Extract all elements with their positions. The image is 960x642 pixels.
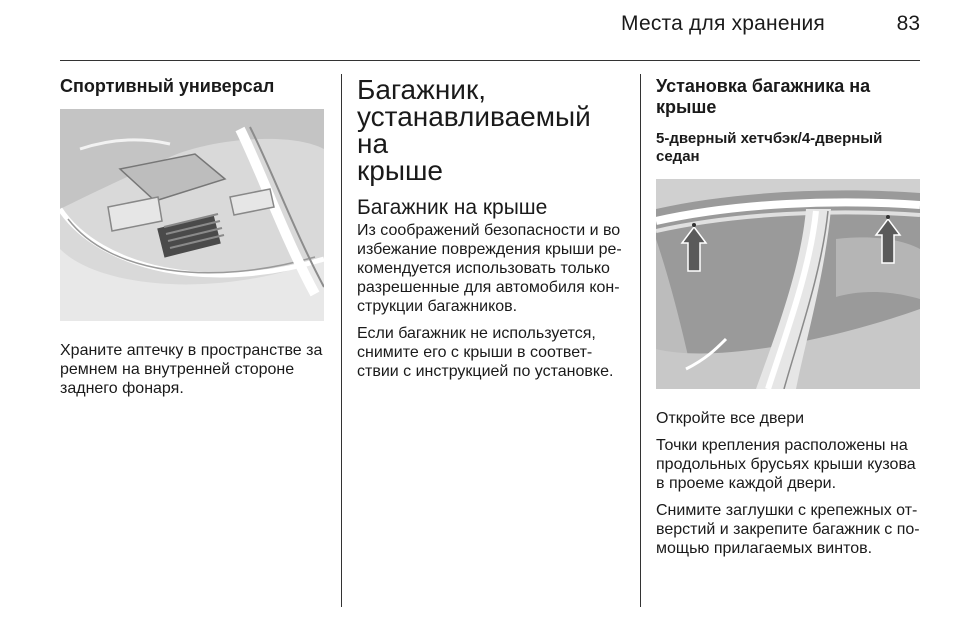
section-title-roof-rack: Багажник, устанавливаемый на крыше xyxy=(357,74,591,186)
trunk-first-aid-strap-illustration xyxy=(60,109,324,321)
subsection-heading-roof-rack: Багажник на крыше xyxy=(357,196,548,219)
column-divider-right xyxy=(640,74,641,607)
roof-rack-removal-paragraph: Если багажник не используется, снимите его с крыши в соответ- ствии с инструкцией по установке. xyxy=(357,325,614,380)
column-divider-left xyxy=(341,74,342,607)
roof-rack-safety-paragraph: Из соображений безопасности и во избежание повреждения крыши ре- комендуется использовать только разрешенные для автомобиля кон- струкции багажников. xyxy=(357,222,622,315)
remove-covers-paragraph: Снимите заглушки с крепежных от- верстий и закрепите багажник с по- мощью прилагаемых винтов. xyxy=(656,502,920,557)
column-sport-tourer xyxy=(60,76,324,406)
sport-tourer-paragraph: Храните аптечку в пространстве за ремнем на внутренней стороне заднего фонаря. xyxy=(60,342,323,397)
running-header-title: Места для хранения xyxy=(621,12,825,35)
column-roof-rack xyxy=(357,76,625,389)
page-number: 83 xyxy=(896,12,920,35)
roof-rack-mounting-points-illustration xyxy=(656,179,920,389)
mounting-points-paragraph: Точки крепления расположены на продольных брусьях крыши кузова в проеме каждой двери. xyxy=(656,437,916,492)
subheading-hatchback-sedan: 5-дверный хетчбэк/4-дверный седан xyxy=(656,130,883,165)
section-heading-sport-tourer: Спортивный универсал xyxy=(60,76,275,96)
section-heading-installation: Установка багажника на крыше xyxy=(656,76,871,117)
header-rule xyxy=(60,60,920,61)
column-roof-rack-installation xyxy=(656,76,920,566)
open-doors-paragraph: Откройте все двери xyxy=(656,410,805,427)
